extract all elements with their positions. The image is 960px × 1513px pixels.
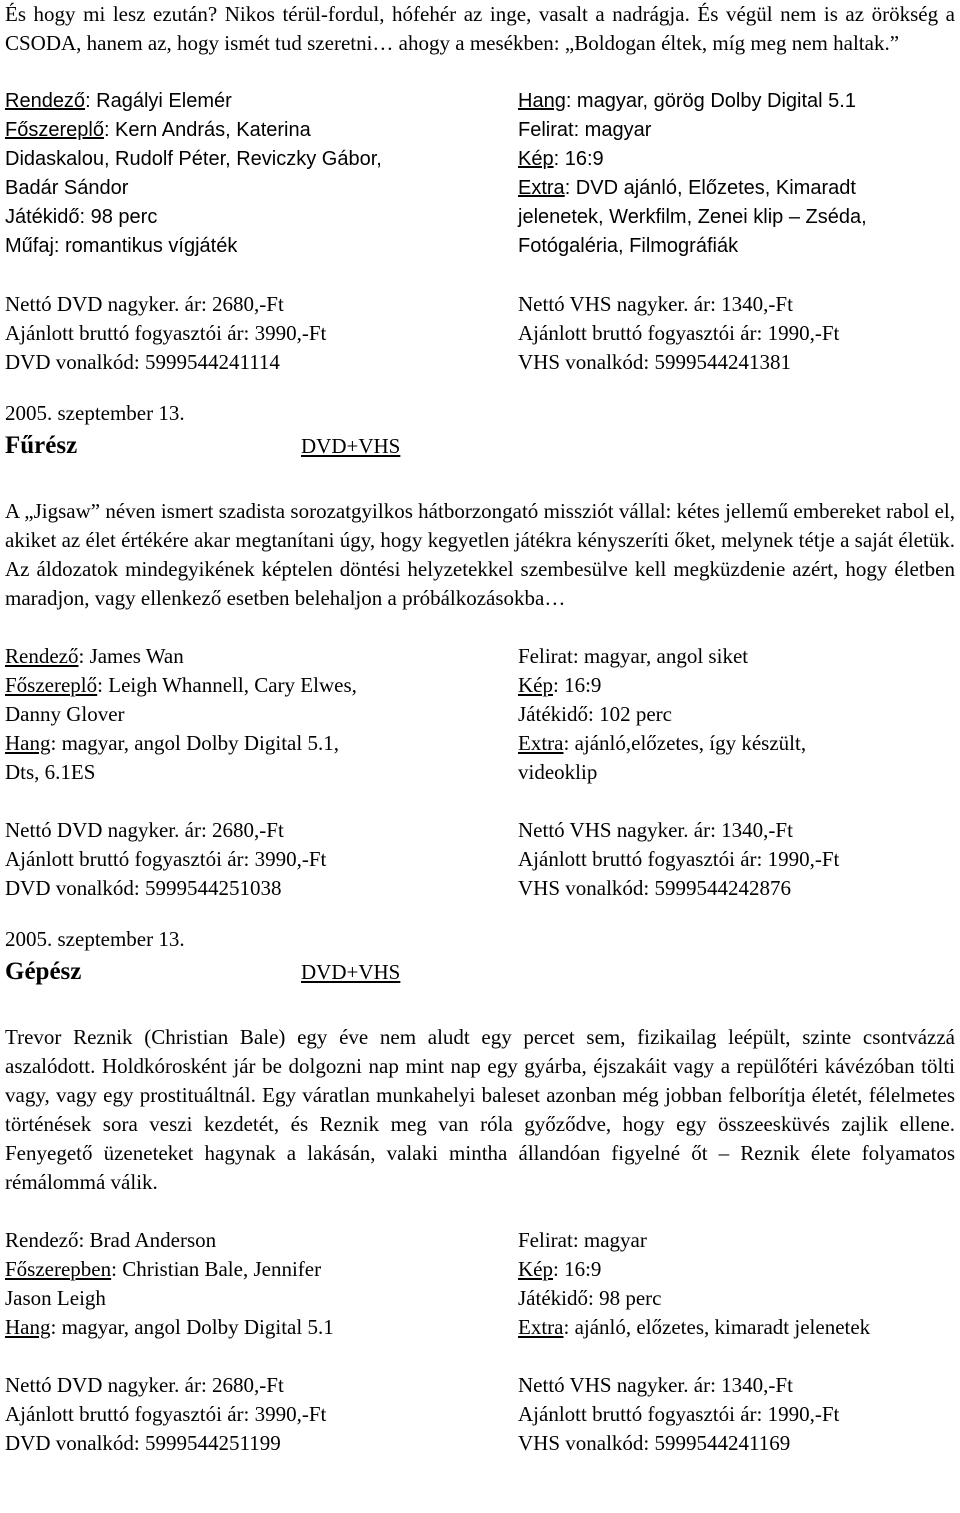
cast-line: Főszereplő: Kern András, Katerina [5, 119, 311, 141]
cast-line-cont: Badár Sándor [5, 177, 129, 199]
dvd-prices [5, 1371, 518, 1458]
extras-line-cont: videoklip [518, 760, 598, 784]
film-details [5, 1226, 955, 1342]
first-film-info-right [518, 87, 955, 261]
film-heading [5, 428, 955, 464]
first-film-info [5, 87, 955, 261]
film-heading [5, 954, 955, 990]
film-details [5, 642, 955, 787]
extras-line: Extra: ajánló, előzetes, kimaradt jelenetek [518, 1315, 871, 1339]
vhs-net-price: Nettó VHS nagyker. ár: 1340,-Ft [518, 292, 793, 316]
dvd-net-price: Nettó DVD nagyker. ár: 2680,-Ft [5, 818, 284, 842]
first-film-prices [5, 290, 955, 377]
film-format: DVD+VHS [301, 960, 401, 984]
genre-line: Műfaj: romantikus vígjáték [5, 235, 238, 257]
vhs-net-price: Nettó VHS nagyker. ár: 1340,-Ft [518, 1373, 793, 1397]
intro-paragraph: És hogy mi lesz ezután? Nikos térül-fordul, hófehér az inge, vasalt a nadrágja. És végül nem is az örökség a CSODA, hanem az, hogy ismét tud szeretni… ahogy a mesékben: „Boldogan éltek, míg meg nem haltak.” [5, 2, 955, 55]
picture-line: Kép: 16:9 [518, 148, 604, 170]
director-line: Rendező: James Wan [5, 644, 184, 668]
vhs-prices [518, 816, 955, 903]
first-film-info-left [5, 87, 518, 261]
film-prices [5, 1371, 955, 1458]
vhs-retail-price: Ajánlott bruttó fogyasztói ár: 1990,-Ft [518, 321, 840, 345]
picture-line: Kép: 16:9 [518, 1257, 602, 1281]
subtitle-line: Felirat: magyar [518, 1228, 647, 1252]
vhs-retail-price: Ajánlott bruttó fogyasztói ár: 1990,-Ft [518, 847, 840, 871]
film-details-right [518, 642, 955, 787]
vhs-barcode: VHS vonalkód: 5999544241381 [518, 350, 791, 374]
film-synopsis: A „Jigsaw” néven ismert szadista sorozatgyilkos hátborzongató missziót vállal: kétes jellemű embereket rabol el, akiket az élet értékére akar megtanítani úgy, hogy kegyetlen játékra kényszeríti őket, melynek tétje a saját életük. Az áldozatok mindegyikének képtelen döntési helyzetekkel szembesülve kell megküzdenie azért, hogy életben maradjon, vagy ellenkező esetben belehaljon a próbálkozásokba… [5, 499, 955, 610]
film-synopsis: Trevor Reznik (Christian Bale) egy éve nem aludt egy percet sem, fizikailag leépült, szinte csontvázzá aszalódott. Holdkórosként jár be dolgozni nap mint nap egy gyárba, éjszakáit vagy a repülőtéri kávézóban tölti vagy, vagy egy prostituáltnál. Egy váratlan munkahelyi baleset azonban még jobban felborítja életét, félelmetes történések sora veszi kezdetét, és Reznik meg van róla győződve, hogy egy összeesküvés zajlik ellene. Fenyegető üzeneteket hagynak a lakásán, valaki mintha állandóan figyelné őt – Reznik élete folyamatos rémálommá válik. [5, 1025, 955, 1194]
vhs-net-price: Nettó VHS nagyker. ár: 1340,-Ft [518, 818, 793, 842]
release-date: 2005. szeptember 13. [5, 401, 185, 425]
dvd-net-price: Nettó DVD nagyker. ár: 2680,-Ft [5, 1373, 284, 1397]
dvd-prices [5, 290, 518, 377]
extras-line-cont: Fotógaléria, Filmográfiák [518, 235, 739, 257]
dvd-barcode: DVD vonalkód: 5999544251038 [5, 876, 282, 900]
film-title: Fűrész [5, 432, 78, 459]
extras-line: Extra: DVD ajánló, Előzetes, Kimaradt [518, 177, 856, 199]
cast-line: Főszereplő: Leigh Whannell, Cary Elwes, [5, 673, 357, 697]
vhs-retail-price: Ajánlott bruttó fogyasztói ár: 1990,-Ft [518, 1402, 840, 1426]
subtitle-line: Felirat: magyar [518, 119, 652, 141]
runtime-line: Játékidő: 102 perc [518, 702, 672, 726]
cast-line-cont: Jason Leigh [5, 1286, 106, 1310]
picture-line: Kép: 16:9 [518, 673, 602, 697]
cast-line: Főszerepben: Christian Bale, Jennifer [5, 1257, 322, 1281]
audio-line: Hang: magyar, angol Dolby Digital 5.1 [5, 1315, 334, 1339]
director-line: Rendező: Brad Anderson [5, 1228, 217, 1252]
audio-line: Hang: magyar, angol Dolby Digital 5.1, [5, 731, 339, 755]
audio-line-cont: Dts, 6.1ES [5, 760, 96, 784]
dvd-retail-price: Ajánlott bruttó fogyasztói ár: 3990,-Ft [5, 847, 327, 871]
document-page [5, 0, 955, 1458]
dvd-barcode: DVD vonalkód: 5999544241114 [5, 350, 280, 374]
dvd-retail-price: Ajánlott bruttó fogyasztói ár: 3990,-Ft [5, 1402, 327, 1426]
dvd-net-price: Nettó DVD nagyker. ár: 2680,-Ft [5, 292, 284, 316]
vhs-barcode: VHS vonalkód: 5999544242876 [518, 876, 791, 900]
audio-line: Hang: magyar, görög Dolby Digital 5.1 [518, 90, 856, 112]
cast-line-cont: Didaskalou, Rudolf Péter, Reviczky Gábor, [5, 148, 382, 170]
runtime-line: Játékidő: 98 perc [5, 206, 158, 228]
release-date: 2005. szeptember 13. [5, 927, 185, 951]
film-details-left [5, 642, 518, 787]
cast-line-cont: Danny Glover [5, 702, 125, 726]
runtime-line: Játékidő: 98 perc [518, 1286, 662, 1310]
vhs-prices [518, 1371, 955, 1458]
dvd-prices [5, 816, 518, 903]
film-details-right [518, 1226, 955, 1342]
film-prices [5, 816, 955, 903]
film-title: Gépész [5, 958, 82, 985]
dvd-retail-price: Ajánlott bruttó fogyasztói ár: 3990,-Ft [5, 321, 327, 345]
subtitle-line: Felirat: magyar, angol siket [518, 644, 749, 668]
director-line: Rendező: Ragályi Elemér [5, 90, 232, 112]
dvd-barcode: DVD vonalkód: 5999544251199 [5, 1431, 281, 1455]
vhs-prices [518, 290, 955, 377]
film-details-left [5, 1226, 518, 1342]
extras-line-cont: jelenetek, Werkfilm, Zenei klip – Zséda, [518, 206, 867, 228]
film-entry-machinist [5, 925, 955, 1458]
vhs-barcode: VHS vonalkód: 5999544241169 [518, 1431, 791, 1455]
film-entry-saw [5, 399, 955, 903]
film-format: DVD+VHS [301, 434, 401, 458]
extras-line: Extra: ajánló,előzetes, így készült, [518, 731, 807, 755]
